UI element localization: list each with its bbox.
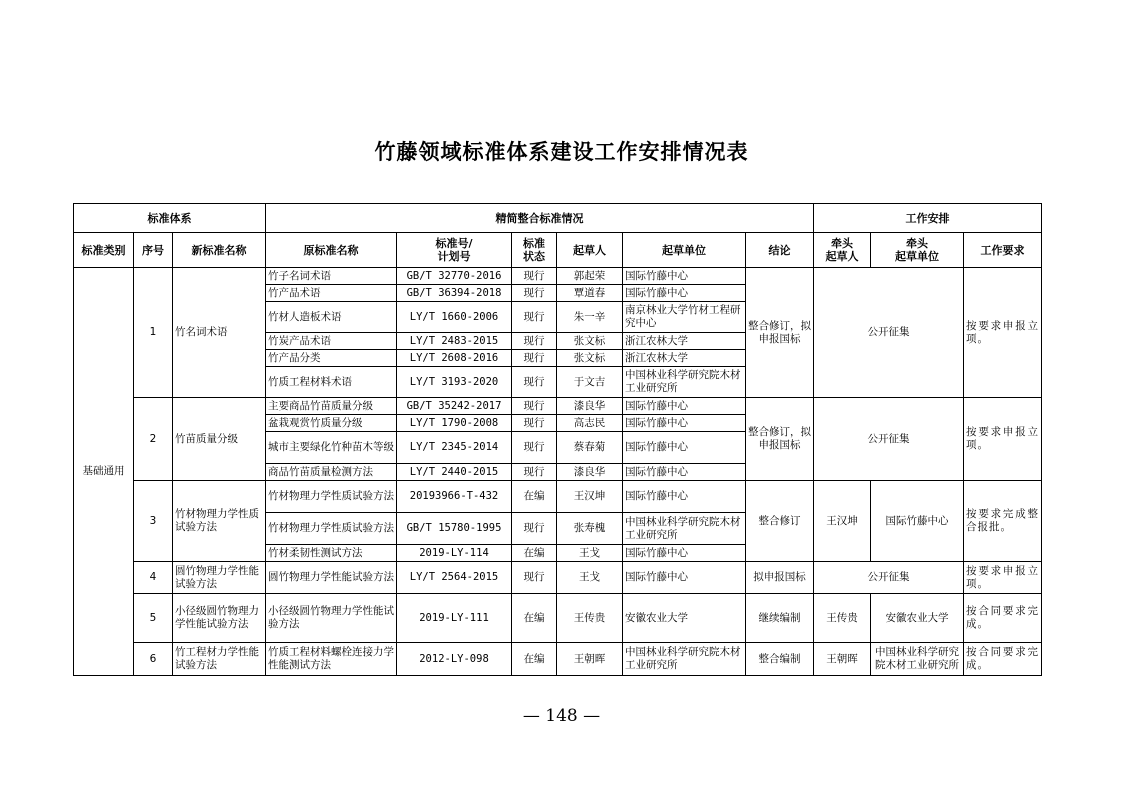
col-header-new-name: 新标准名称: [173, 233, 266, 268]
new-name-cell: 竹工程材力学性能试验方法: [173, 643, 266, 676]
std-no-cell: 2012-LY-098: [397, 643, 512, 676]
status-cell: 在编: [512, 594, 557, 643]
drafter-cell: 王传贵: [557, 594, 623, 643]
new-name-cell: 竹苗质量分级: [173, 398, 266, 481]
col-header-lead-person: 牵头 起草人: [814, 233, 871, 268]
group-header-integration: 精简整合标准情况: [266, 204, 814, 233]
work-cell: 公开征集: [814, 398, 964, 481]
orig-name-cell: 竹材柔韧性测试方法: [266, 545, 397, 562]
orig-name-cell: 竹材人造板术语: [266, 302, 397, 333]
table-row: [74, 268, 1042, 285]
unit-cell: 国际竹藤中心: [623, 415, 746, 432]
status-cell: 现行: [512, 513, 557, 545]
std-no-cell: LY/T 2564-2015: [397, 562, 512, 594]
unit-cell: 浙江农林大学: [623, 350, 746, 367]
table-row: [74, 643, 1042, 676]
new-name-cell: 竹材物理力学性质试验方法: [173, 481, 266, 562]
std-no-cell: LY/T 2608-2016: [397, 350, 512, 367]
col-header-lead-unit: 牵头 起草单位: [871, 233, 964, 268]
status-cell: 现行: [512, 464, 557, 481]
unit-cell: 国际竹藤中心: [623, 398, 746, 415]
orig-name-cell: 圆竹物理力学性能试验方法: [266, 562, 397, 594]
unit-cell: 中国林业科学研究院木材工业研究所: [623, 643, 746, 676]
std-no-cell: LY/T 2345-2014: [397, 432, 512, 464]
seq-cell: 1: [134, 268, 173, 398]
category-cell: 基础通用: [74, 268, 134, 676]
status-cell: 现行: [512, 333, 557, 350]
new-name-cell: 圆竹物理力学性能试验方法: [173, 562, 266, 594]
orig-name-cell: 竹产品分类: [266, 350, 397, 367]
unit-cell: 南京林业大学竹材工程研究中心: [623, 302, 746, 333]
orig-name-cell: 城市主要绿化竹种苗木等级: [266, 432, 397, 464]
seq-cell: 4: [134, 562, 173, 594]
status-cell: 现行: [512, 367, 557, 398]
requirement-cell: 按要求申报立项。: [964, 562, 1042, 594]
seq-cell: 5: [134, 594, 173, 643]
seq-cell: 3: [134, 481, 173, 562]
drafter-cell: 王汉坤: [557, 481, 623, 513]
std-no-cell: GB/T 36394-2018: [397, 285, 512, 302]
status-cell: 现行: [512, 302, 557, 333]
requirement-cell: 按要求申报立项。: [964, 268, 1042, 398]
unit-cell: 国际竹藤中心: [623, 464, 746, 481]
table-row: [74, 398, 1042, 415]
requirement-cell: 按合同要求完成。: [964, 643, 1042, 676]
conclusion-cell: 整合修订: [746, 481, 814, 562]
orig-name-cell: 竹质工程材料螺栓连接力学性能测试方法: [266, 643, 397, 676]
orig-name-cell: 竹材物理力学性质试验方法: [266, 481, 397, 513]
drafter-cell: 于文吉: [557, 367, 623, 398]
status-cell: 在编: [512, 643, 557, 676]
unit-cell: 中国林业科学研究院木材工业研究所: [623, 513, 746, 545]
lead-person-cell: 王传贵: [814, 594, 871, 643]
unit-cell: 中国林业科学研究院木材工业研究所: [623, 367, 746, 398]
drafter-cell: 王戈: [557, 562, 623, 594]
col-header-std-no: 标准号/ 计划号: [397, 233, 512, 268]
table-row: [74, 594, 1042, 643]
col-header-conclusion: 结论: [746, 233, 814, 268]
orig-name-cell: 盆栽观赏竹质量分级: [266, 415, 397, 432]
lead-unit-cell: 国际竹藤中心: [871, 481, 964, 562]
unit-cell: 国际竹藤中心: [623, 545, 746, 562]
std-no-cell: LY/T 2440-2015: [397, 464, 512, 481]
status-cell: 现行: [512, 350, 557, 367]
drafter-cell: 覃道春: [557, 285, 623, 302]
std-no-cell: GB/T 32770-2016: [397, 268, 512, 285]
std-no-cell: LY/T 1660-2006: [397, 302, 512, 333]
unit-cell: 安徽农业大学: [623, 594, 746, 643]
group-header-work: 工作安排: [814, 204, 1042, 233]
unit-cell: 国际竹藤中心: [623, 268, 746, 285]
conclusion-cell: 整合修订，拟申报国标: [746, 268, 814, 398]
requirement-cell: 按要求申报立项。: [964, 398, 1042, 481]
drafter-cell: 郭起荣: [557, 268, 623, 285]
drafter-cell: 张文标: [557, 350, 623, 367]
lead-unit-cell: 中国林业科学研究院木材工业研究所: [871, 643, 964, 676]
orig-name-cell: 竹子名词术语: [266, 268, 397, 285]
work-cell: 公开征集: [814, 562, 964, 594]
table-row: [74, 562, 1042, 594]
unit-cell: 国际竹藤中心: [623, 285, 746, 302]
orig-name-cell: 商品竹苗质量检测方法: [266, 464, 397, 481]
drafter-cell: 高志民: [557, 415, 623, 432]
status-cell: 在编: [512, 481, 557, 513]
conclusion-cell: 整合修订，拟申报国标: [746, 398, 814, 481]
std-no-cell: GB/T 35242-2017: [397, 398, 512, 415]
drafter-cell: 张寿槐: [557, 513, 623, 545]
lead-person-cell: 王朝晖: [814, 643, 871, 676]
group-header-std-system: 标准体系: [74, 204, 266, 233]
conclusion-cell: 拟申报国标: [746, 562, 814, 594]
page-title: 竹藤领域标准体系建设工作安排情况表: [374, 139, 749, 164]
unit-cell: 国际竹藤中心: [623, 481, 746, 513]
std-no-cell: LY/T 3193-2020: [397, 367, 512, 398]
seq-cell: 6: [134, 643, 173, 676]
unit-cell: 国际竹藤中心: [623, 432, 746, 464]
table-row: [74, 481, 1042, 513]
new-name-cell: 小径级圆竹物理力学性能试验方法: [173, 594, 266, 643]
col-header-category: 标准类别: [74, 233, 134, 268]
conclusion-cell: 继续编制: [746, 594, 814, 643]
lead-person-cell: 王汉坤: [814, 481, 871, 562]
orig-name-cell: 主要商品竹苗质量分级: [266, 398, 397, 415]
unit-cell: 浙江农林大学: [623, 333, 746, 350]
status-cell: 现行: [512, 415, 557, 432]
new-name-cell: 竹名词术语: [173, 268, 266, 398]
drafter-cell: 朱一辛: [557, 302, 623, 333]
drafter-cell: 漆良华: [557, 398, 623, 415]
table-body: [74, 268, 1042, 676]
std-no-cell: GB/T 15780-1995: [397, 513, 512, 545]
unit-cell: 国际竹藤中心: [623, 562, 746, 594]
orig-name-cell: 竹炭产品术语: [266, 333, 397, 350]
drafter-cell: 王朝晖: [557, 643, 623, 676]
orig-name-cell: 竹质工程材料术语: [266, 367, 397, 398]
requirement-cell: 按要求完成整合报批。: [964, 481, 1042, 562]
std-no-cell: 20193966-T-432: [397, 481, 512, 513]
status-cell: 现行: [512, 432, 557, 464]
status-cell: 现行: [512, 285, 557, 302]
std-no-cell: LY/T 2483-2015: [397, 333, 512, 350]
standards-table: [73, 203, 1042, 676]
col-header-requirement: 工作要求: [964, 233, 1042, 268]
orig-name-cell: 竹材物理力学性质试验方法: [266, 513, 397, 545]
status-cell: 现行: [512, 268, 557, 285]
std-no-cell: LY/T 1790-2008: [397, 415, 512, 432]
col-header-unit: 起草单位: [623, 233, 746, 268]
col-header-seq: 序号: [134, 233, 173, 268]
drafter-cell: 王戈: [557, 545, 623, 562]
drafter-cell: 蔡春菊: [557, 432, 623, 464]
page-number: — 148 —: [522, 706, 601, 726]
std-no-cell: 2019-LY-111: [397, 594, 512, 643]
std-no-cell: 2019-LY-114: [397, 545, 512, 562]
drafter-cell: 张文标: [557, 333, 623, 350]
col-header-orig-name: 原标准名称: [266, 233, 397, 268]
orig-name-cell: 小径级圆竹物理力学性能试验方法: [266, 594, 397, 643]
status-cell: 现行: [512, 398, 557, 415]
work-cell: 公开征集: [814, 268, 964, 398]
conclusion-cell: 整合编制: [746, 643, 814, 676]
status-cell: 在编: [512, 545, 557, 562]
seq-cell: 2: [134, 398, 173, 481]
requirement-cell: 按合同要求完成。: [964, 594, 1042, 643]
orig-name-cell: 竹产品术语: [266, 285, 397, 302]
status-cell: 现行: [512, 562, 557, 594]
col-header-drafter: 起草人: [557, 233, 623, 268]
col-header-status: 标准 状态: [512, 233, 557, 268]
lead-unit-cell: 安徽农业大学: [871, 594, 964, 643]
drafter-cell: 漆良华: [557, 464, 623, 481]
